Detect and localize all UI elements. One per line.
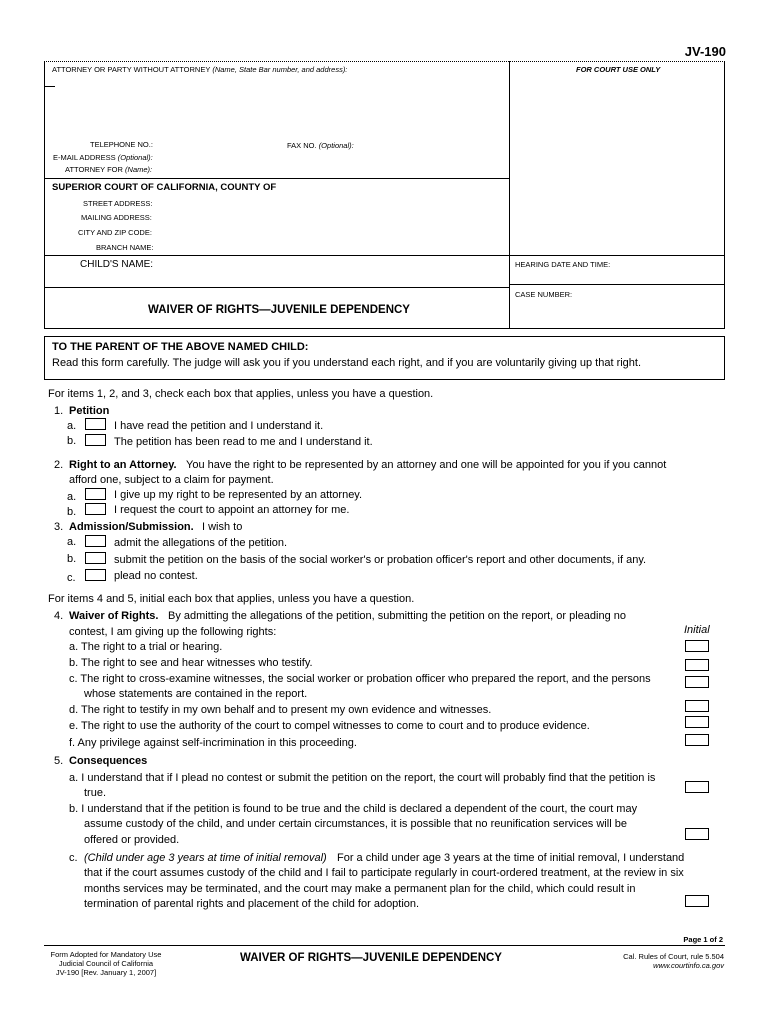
item3-c-text: plead no contest. (114, 570, 198, 582)
address-cursor-mark (45, 86, 55, 87)
item5-c-text-line1: For a child under age 3 years at the time of initial removal, I understand (337, 852, 685, 864)
item4-f-initial-box[interactable] (685, 734, 709, 746)
attorney-label: ATTORNEY OR PARTY WITHOUT ATTORNEY (Name, State Bar number, and address): (52, 65, 348, 74)
mailing-field[interactable] (157, 210, 501, 224)
city-label: CITY AND ZIP CODE: (78, 228, 152, 237)
item5-c-text-line3: months services may be terminated, and the court may make a permanent plan for the child, which could result in (84, 883, 636, 895)
item2-text-line1: You have the right to be represented by an attorney and one will be appointed for you if you cannot (186, 459, 667, 471)
item4-b-text: b. The right to see and hear witnesses who testify. (69, 657, 313, 669)
divider-line (44, 178, 510, 179)
item1-b-letter: b. (67, 435, 77, 447)
court-title: SUPERIOR COURT OF CALIFORNIA, COUNTY OF (52, 182, 277, 193)
divider-line (44, 255, 725, 256)
attorney-for-label: ATTORNEY FOR (Name): (65, 165, 153, 174)
item4-a-text: a. The right to a trial or hearing. (69, 641, 223, 653)
telephone-field[interactable] (157, 137, 281, 151)
county-field[interactable] (292, 180, 501, 194)
item3-num: 3. (54, 521, 64, 533)
item1-num: 1. (54, 405, 64, 417)
item5-num: 5. (54, 755, 64, 767)
adopted-line1: Form Adopted for Mandatory Use (50, 950, 162, 959)
item5-b-text-line1: b. I understand that if the petition is found to be true and the child is declared a dependent of the court, the court may (69, 803, 638, 815)
item4-c-text-line1: c. The right to cross-examine witnesses, the social worker or probation officer who prepared the report, and the persons (69, 673, 651, 685)
adopted-line3: JV-190 [Rev. January 1, 2007] (55, 968, 157, 977)
item3-b-letter: b. (67, 553, 77, 565)
item3-title: Admission/Submission. (69, 521, 194, 533)
rules-text: Cal. Rules of Court, rule 5.504 (623, 952, 724, 961)
childs-name-field[interactable] (157, 258, 501, 274)
item5-a-initial-box[interactable] (685, 781, 709, 793)
item5-c-letter: c. (69, 852, 78, 864)
caption-box (44, 61, 725, 329)
caption-divider (509, 61, 510, 329)
item4-b-initial-box[interactable] (685, 659, 709, 671)
divider-line (44, 287, 510, 288)
item5-c-text-line4: termination of parental rights and placement of the child for adoption. (84, 898, 420, 910)
rules-block (623, 952, 724, 970)
adopted-block (46, 950, 166, 977)
footer-title: WAIVER OF RIGHTS—JUVENILE DEPENDENCY (240, 952, 502, 964)
city-zip-field[interactable] (157, 225, 501, 239)
item1-b-checkbox[interactable] (85, 434, 106, 446)
item3-a-letter: a. (67, 536, 77, 548)
item2-b-checkbox[interactable] (85, 503, 106, 515)
item2-num: 2. (54, 459, 64, 471)
item4-e-initial-box[interactable] (685, 716, 709, 728)
item3-a-checkbox[interactable] (85, 535, 106, 547)
website-link[interactable]: www.courtinfo.ca.gov (653, 961, 724, 970)
item2-text-line2: afford one, subject to a claim for payment. (69, 474, 274, 486)
court-use-label: FOR COURT USE ONLY (576, 65, 661, 74)
item4-d-initial-box[interactable] (685, 700, 709, 712)
branch-label: BRANCH NAME: (96, 243, 154, 252)
attorney-name-field[interactable] (58, 80, 502, 96)
telephone-label: TELEPHONE NO.: (90, 140, 153, 149)
item5-c-text-line2: that if the court assumes custody of the child and I fail to participate regularly in court-ordered treatment, at the review in six (84, 867, 684, 879)
instructions-1: For items 1, 2, and 3, check each box that applies, unless you have a question. (48, 388, 434, 400)
case-number-label: CASE NUMBER: (515, 290, 573, 299)
item1-a-text: I have read the petition and I understand it. (114, 420, 324, 432)
page-number: Page 1 of 2 (683, 935, 723, 944)
item2-b-text: I request the court to appoint an attorney for me. (114, 504, 350, 516)
item5-c-italic: (Child under age 3 years at time of initial removal) (84, 852, 327, 864)
adopted-line2: Judicial Council of California (58, 959, 154, 968)
fax-label: FAX NO. (Optional): (287, 141, 354, 150)
item2-a-text: I give up my right to be represented by an attorney. (114, 489, 363, 501)
item3-lead: I wish to (202, 521, 243, 533)
item4-title: Waiver of Rights. (69, 610, 159, 622)
notice-text: Read this form carefully. The judge will ask you if you understand each right, and if you are voluntarily giving up that right. (52, 357, 642, 369)
item5-c-initial-box[interactable] (685, 895, 709, 907)
divider-line (509, 284, 725, 285)
attorney-for-field[interactable] (157, 163, 501, 177)
item3-b-text: submit the petition on the basis of the social worker's or probation officer's report and other documents, if any. (114, 554, 647, 566)
item4-a-initial-box[interactable] (685, 640, 709, 652)
email-field[interactable] (157, 150, 501, 164)
item4-num: 4. (54, 610, 64, 622)
email-label: E-MAIL ADDRESS (Optional): (53, 153, 153, 162)
item5-b-text-line3: offered or provided. (84, 834, 180, 846)
form-id: JV-190 (684, 44, 726, 59)
street-label: STREET ADDRESS: (83, 199, 153, 208)
initial-label: Initial (684, 624, 710, 636)
item2-title: Right to an Attorney. (69, 459, 177, 471)
item3-c-checkbox[interactable] (85, 569, 106, 581)
item3-c-letter: c. (67, 572, 76, 584)
item4-text-line2: contest, I am giving up the following rights: (69, 626, 277, 638)
childs-name-label: CHILD'S NAME: (80, 259, 154, 270)
item3-b-checkbox[interactable] (85, 552, 106, 564)
case-number-field[interactable] (515, 302, 724, 318)
item2-b-letter: b. (67, 506, 77, 518)
item5-a-text-line2: true. (84, 787, 107, 799)
notice-heading: TO THE PARENT OF THE ABOVE NAMED CHILD: (52, 341, 309, 353)
item1-b-text: The petition has been read to me and I understand it. (114, 436, 373, 448)
item4-d-text: d. The right to testify in my own behalf and to present my own evidence and witnesses. (69, 704, 492, 716)
form-title: WAIVER OF RIGHTS—JUVENILE DEPENDENCY (148, 304, 410, 316)
item1-a-checkbox[interactable] (85, 418, 106, 430)
item5-a-text-line1: a. I understand that if I plead no contest or submit the petition on the report, the court will probably find that the petition is (69, 772, 656, 784)
hearing-label: HEARING DATE AND TIME: (515, 260, 611, 269)
instructions-2: For items 4 and 5, initial each box that applies, unless you have a question. (48, 593, 415, 605)
mailing-label: MAILING ADDRESS: (81, 213, 152, 222)
item2-a-checkbox[interactable] (85, 488, 106, 500)
item4-f-text: f. Any privilege against self-incrimination in this proceeding. (69, 737, 357, 749)
item4-e-text: e. The right to use the authority of the court to compel witnesses to come to court and to produce evidence. (69, 720, 590, 732)
street-field[interactable] (157, 196, 501, 210)
item1-a-letter: a. (67, 420, 77, 432)
footer-rule (44, 945, 725, 946)
item1-title: Petition (69, 405, 110, 417)
item5-b-text-line2: assume custody of the child, and under certain circumstances, it is possible that no reunification services will be (84, 818, 627, 830)
item5-title: Consequences (69, 755, 148, 767)
item4-text-line1: By admitting the allegations of the petition, submitting the petition on the report, or pleading no (168, 610, 627, 622)
item2-a-letter: a. (67, 491, 77, 503)
hearing-field[interactable] (515, 270, 724, 284)
item4-c-text-line2: whose statements are contained in the report. (84, 688, 308, 700)
item5-b-initial-box[interactable] (685, 828, 709, 840)
item3-a-text: admit the allegations of the petition. (114, 537, 288, 549)
item4-c-initial-box[interactable] (685, 676, 709, 688)
branch-field[interactable] (157, 240, 501, 254)
